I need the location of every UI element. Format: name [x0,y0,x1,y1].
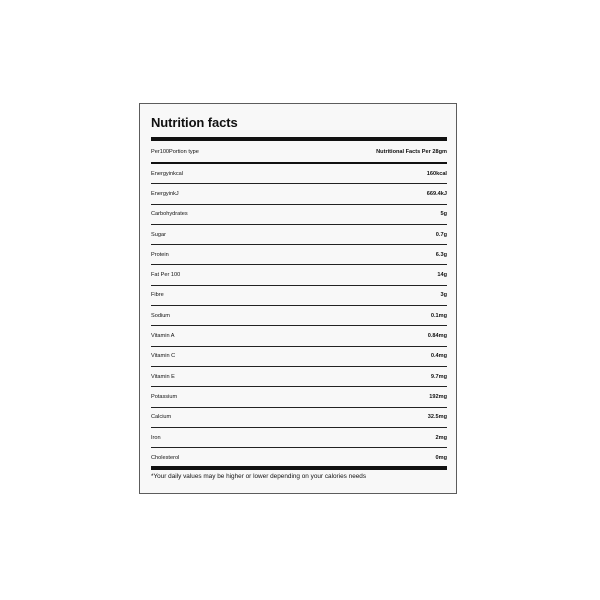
nutrient-name: Energyinkcal [151,170,184,177]
nutrient-row [151,225,447,245]
nutrient-row [151,347,447,367]
nutrient-value: 0mg [435,455,447,462]
nutrient-value: 9.7mg [430,373,447,380]
nutrient-row [151,387,447,407]
nutrient-value: 3g [440,292,447,299]
nutrient-row [151,205,447,225]
nutrient-name: Cholesterol [151,455,180,462]
nutrient-value: 5g [440,211,447,218]
footnote: *Your daily values may be higher or lower depending on your calories needs [151,473,367,480]
nutrient-row [151,326,447,346]
nutrient-row [151,367,447,387]
nutrient-name: Sugar [151,231,166,238]
nutrient-row [151,265,447,285]
nutrient-name: Iron [151,434,161,441]
nutrient-name: EnergyinkJ [151,190,179,197]
nutrient-value: 669.4kJ [426,190,447,197]
header-serving-size: Nutritional Facts Per 28gm [376,148,447,155]
nutrient-value: 0.7g [435,231,447,238]
nutrient-row [151,164,447,184]
table-header [151,143,447,160]
nutrient-value: 0.84mg [427,333,447,340]
nutrient-name: Carbohydrates [151,211,188,218]
title-divider [151,137,447,141]
nutrition-label [139,103,457,494]
nutrient-name: Fat Per 100 [151,272,181,279]
nutrient-name: Fibre [151,292,164,299]
nutrient-row [151,408,447,428]
nutrient-row [151,184,447,204]
nutrient-value: 0.1mg [430,312,447,319]
footer-divider [151,466,447,470]
header-portion-type: Per100Portion type [151,148,199,155]
nutrient-name: Protein [151,251,169,258]
nutrient-value: 160kcal [426,170,447,177]
label-title: Nutrition facts [151,115,238,130]
nutrient-name: Vitamin E [151,373,175,380]
nutrient-name: Vitamin C [151,353,176,360]
nutrient-list [151,164,447,468]
nutrient-value: 0.4mg [430,353,447,360]
nutrient-name: Calcium [151,414,172,421]
nutrient-name: Sodium [151,312,170,319]
nutrient-value: 32.5mg [427,414,447,421]
nutrient-name: Potassium [151,393,178,400]
nutrient-row [151,428,447,448]
nutrient-value: 14g [437,272,447,279]
nutrient-value: 6.3g [435,251,447,258]
nutrient-value: 192mg [429,393,447,400]
nutrient-row [151,286,447,306]
nutrient-row [151,245,447,265]
nutrient-value: 2mg [435,434,447,441]
nutrient-name: Vitamin A [151,333,175,340]
nutrient-row [151,306,447,326]
